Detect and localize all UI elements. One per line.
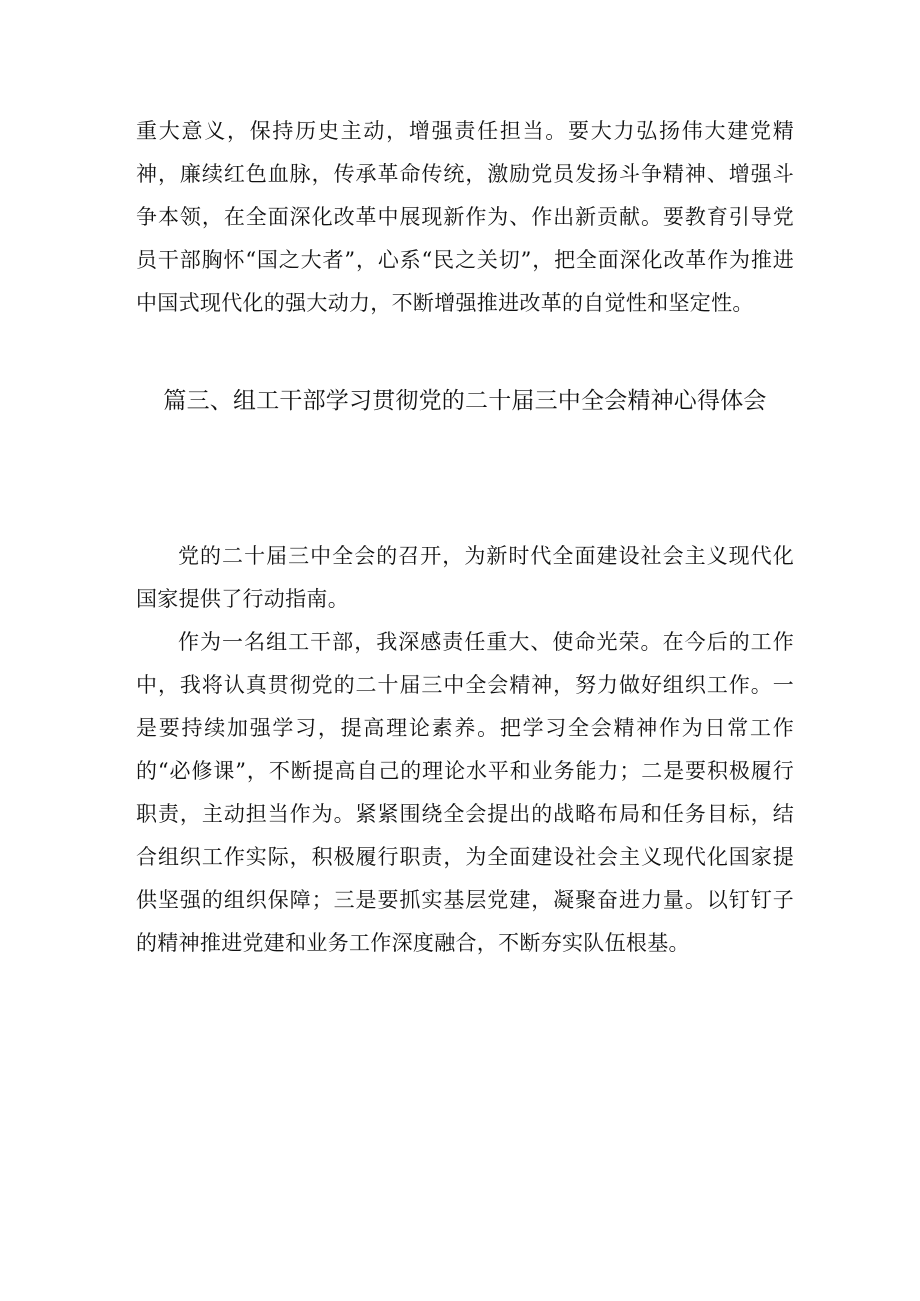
body-paragraph-2: 作为一名组工干部，我深感责任重大、使命光荣。在今后的工作中，我将认真贯彻党的二十届三中全会精神，努力做好组织工作。一是要持续加强学习，提高理论素养。把学习全会精神作为日常工作的“必修课”，不断提高自己的理论水平和业务能力；二是要积极履行职责，主动担当作为。紧紧围绕全会提出的战略布局和任务目标，结合组织工作实际，积极履行职责，为全面建设社会主义现代化国家提供坚强的组织保障；三是要抓实基层党建，凝聚奋进力量。以钉钉子的精神推进党建和业务工作深度融合，不断夯实队伍根基。 [136,630,794,955]
section-body [136,535,794,965]
continued-paragraph-block [136,110,794,325]
section-title: 篇三、组工干部学习贯彻党的二十届三中全会精神心得体会 [163,388,767,414]
continued-paragraph: 重大意义，保持历史主动，增强责任担当。要大力弘扬伟大建党精神，廉续红色血脉，传承革命传统，激励党员发扬斗争精神、增强斗争本领，在全面深化改革中展现新作为、作出新贡献。要教育引导党员干部胸怀“国之大者”，心系“民之关切”，把全面深化改革作为推进中国式现代化的强大动力，不断增强推进改革的自觉性和坚定性。 [136,119,794,315]
body-paragraph-1: 党的二十届三中全会的召开，为新时代全面建设社会主义现代化国家提供了行动指南。 [136,544,794,611]
